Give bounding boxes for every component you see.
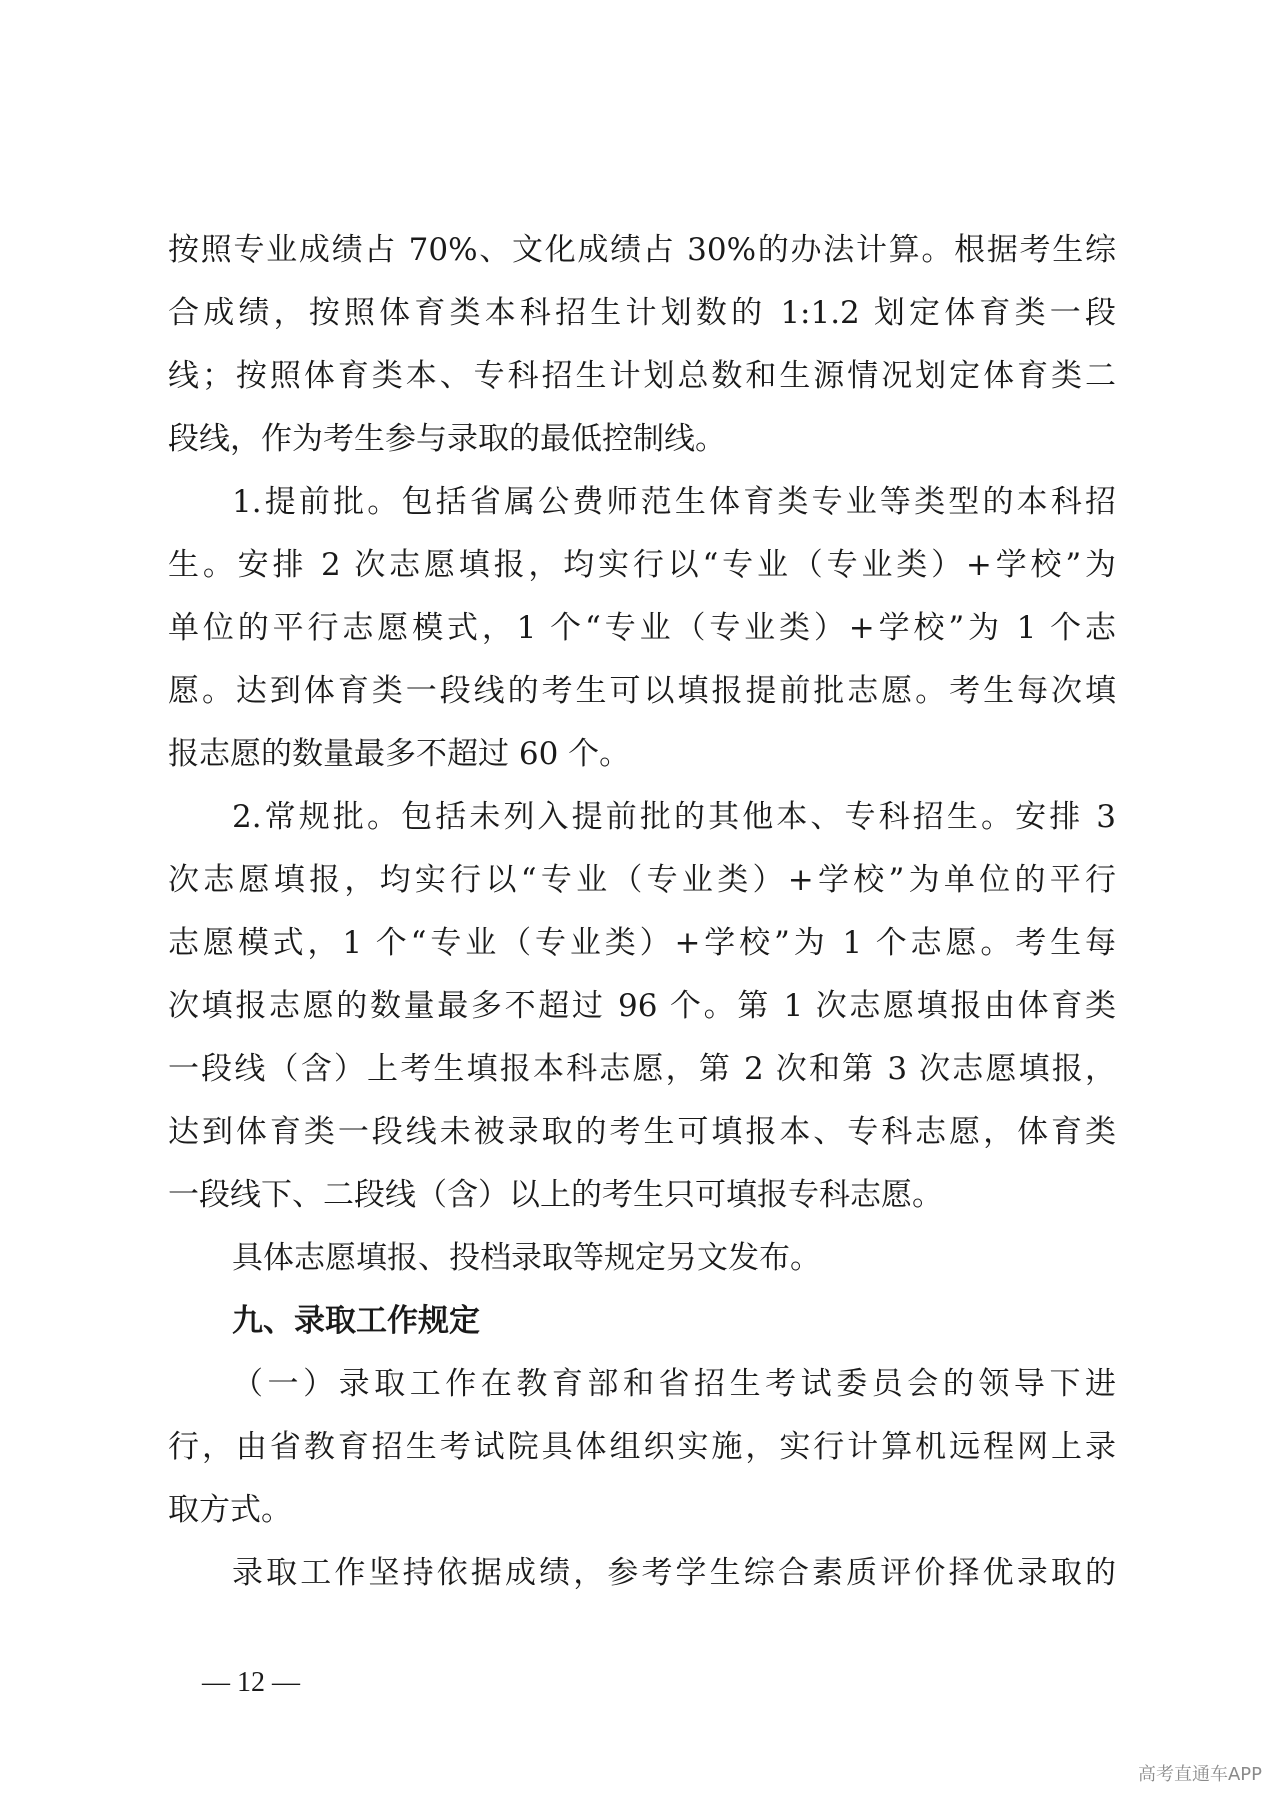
text-line-8: 愿。达到体育类一段线的考生可以填报提前批志愿。考生每次填 xyxy=(168,673,1116,709)
text-line-7: 单位的平行志愿模式，1 个“专业（专业类）+学校”为 1 个志 xyxy=(168,610,1116,646)
text-line-1: 按照专业成绩占 70%、文化成绩占 30%的办法计算。根据考生综 xyxy=(168,232,1116,268)
text-line-12: 志愿模式，1 个“专业（专业类）+学校”为 1 个志愿。考生每 xyxy=(168,925,1116,961)
text-line-21: 取方式。 xyxy=(168,1492,292,1528)
text-line-19: （一）录取工作在教育部和省招生考试委员会的领导下进 xyxy=(232,1366,1116,1402)
section-heading: 九、录取工作规定 xyxy=(232,1303,480,1339)
text-line-16: 一段线下、二段线（含）以上的考生只可填报专科志愿。 xyxy=(168,1177,943,1213)
page-number: — 12 — xyxy=(202,1667,300,1698)
text-line-11: 次志愿填报，均实行以“专业（专业类）+学校”为单位的平行 xyxy=(168,862,1116,898)
text-line-5: 1.提前批。包括省属公费师范生体育类专业等类型的本科招 xyxy=(232,484,1116,520)
watermark-text: 高考直通车APP xyxy=(1137,1764,1262,1785)
text-line-10: 2.常规批。包括未列入提前批的其他本、专科招生。安排 3 xyxy=(232,799,1116,835)
text-line-17: 具体志愿填报、投档录取等规定另文发布。 xyxy=(232,1240,821,1276)
text-line-6: 生。安排 2 次志愿填报，均实行以“专业（专业类）+学校”为 xyxy=(168,547,1116,583)
text-line-22: 录取工作坚持依据成绩，参考学生综合素质评价择优录取的 xyxy=(232,1555,1116,1591)
text-line-13: 次填报志愿的数量最多不超过 96 个。第 1 次志愿填报由体育类 xyxy=(168,988,1116,1024)
text-line-2: 合成绩，按照体育类本科招生计划数的 1:1.2 划定体育类一段 xyxy=(168,295,1116,331)
text-line-15: 达到体育类一段线未被录取的考生可填报本、专科志愿，体育类 xyxy=(168,1114,1116,1150)
text-line-14: 一段线（含）上考生填报本科志愿，第 2 次和第 3 次志愿填报， xyxy=(168,1051,1116,1087)
text-line-9: 报志愿的数量最多不超过 60 个。 xyxy=(168,736,631,772)
text-line-3: 线；按照体育类本、专科招生计划总数和生源情况划定体育类二 xyxy=(168,358,1116,394)
text-line-20: 行，由省教育招生考试院具体组织实施，实行计算机远程网上录 xyxy=(168,1429,1116,1465)
text-line-4: 段线，作为考生参与录取的最低控制线。 xyxy=(168,421,726,457)
